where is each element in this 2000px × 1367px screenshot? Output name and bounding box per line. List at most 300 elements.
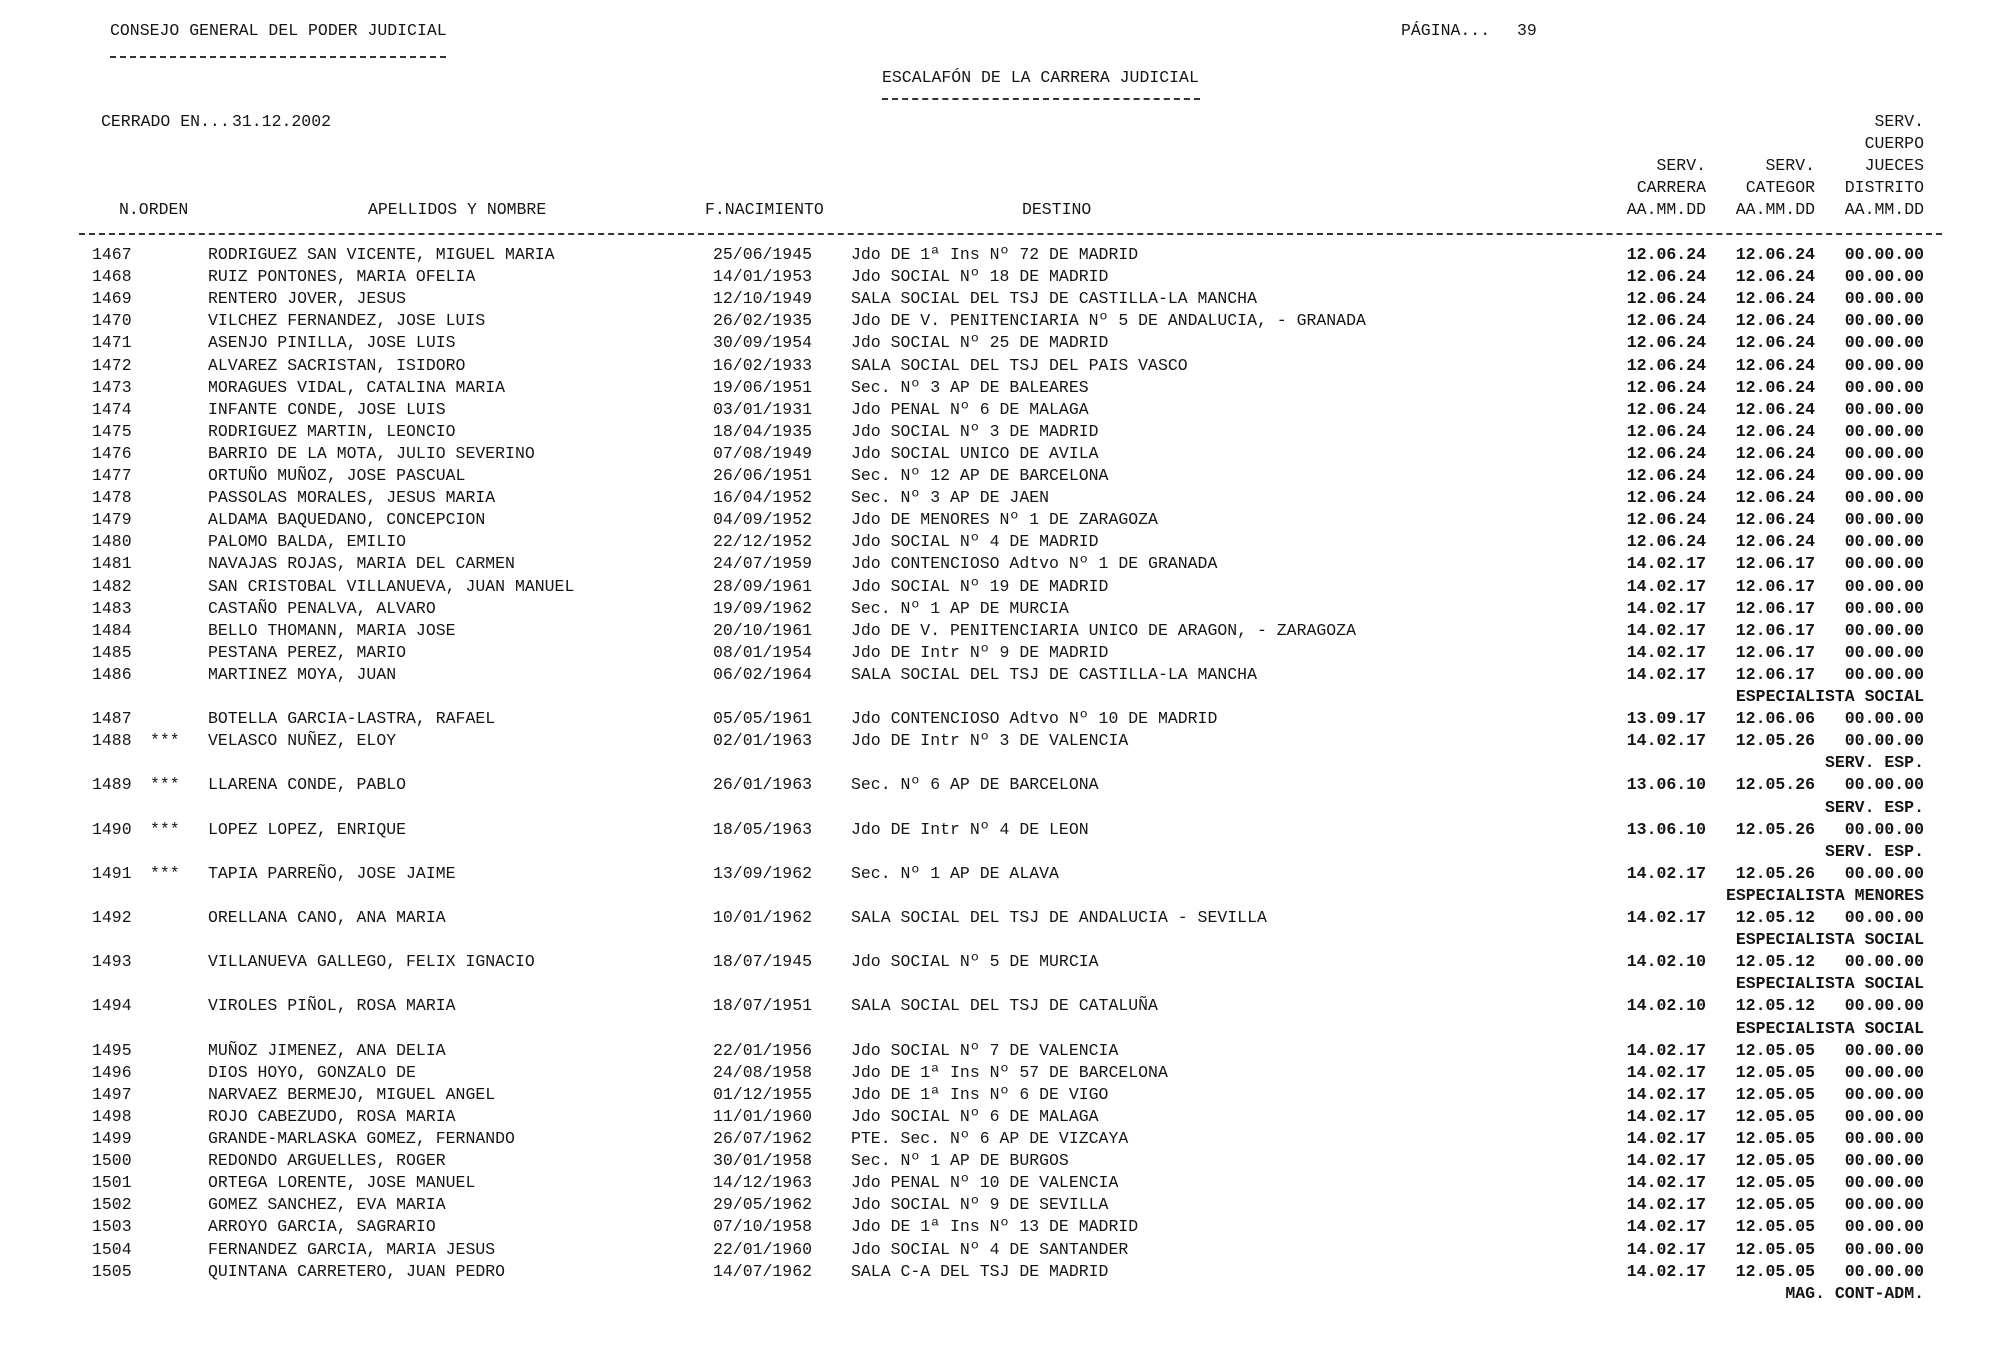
serv-distrito: 00.00.00 (1844, 1040, 1924, 1060)
serv-categor: 12.06.17 (1735, 554, 1815, 574)
birth-date: 07/10/1958 (713, 1217, 813, 1237)
header-orden: N.ORDEN (119, 200, 189, 219)
birth-date: 25/06/1945 (713, 245, 813, 264)
order-number: 1486 (92, 664, 132, 684)
serv-distrito: 00.00.00 (1844, 620, 1924, 640)
specialty-note: ESPECIALISTA SOCIAL (1735, 974, 1924, 994)
serv-categor: 12.06.24 (1735, 311, 1815, 331)
serv-carrera: 12.06.24 (1626, 466, 1706, 485)
full-name: PESTANA PEREZ, MARIO (208, 642, 407, 662)
serv-distrito: 00.00.00 (1844, 510, 1924, 530)
serv-categor: 12.06.24 (1735, 267, 1815, 287)
order-number: 1492 (92, 908, 132, 927)
birth-date: 10/01/1962 (713, 908, 813, 927)
serv-carrera: 14.02.17 (1626, 731, 1706, 751)
order-number: 1481 (92, 554, 132, 574)
serv-distrito: 00.00.00 (1844, 908, 1924, 927)
serv-categor: 12.05.05 (1735, 1217, 1815, 1237)
specialty-note: ESPECIALISTA SOCIAL (1735, 687, 1924, 706)
destination: Sec. Nº 1 AP DE BURGOS (851, 1151, 1069, 1171)
order-number: 1490 (92, 819, 132, 839)
serv-categor: 12.06.24 (1735, 399, 1815, 419)
serv-carrera: 14.02.17 (1626, 1040, 1706, 1060)
destination: Jdo SOCIAL Nº 9 DE SEVILLA (851, 1195, 1109, 1215)
serv-distrito: 00.00.00 (1844, 1129, 1924, 1148)
serv-distrito: 00.00.00 (1844, 731, 1924, 751)
order-number: 1494 (92, 996, 132, 1016)
destination: Jdo DE MENORES Nº 1 DE ZARAGOZA (851, 510, 1158, 530)
full-name: NAVAJAS ROJAS, MARIA DEL CARMEN (208, 554, 515, 574)
destination: Sec. Nº 3 AP DE BALEARES (851, 377, 1089, 397)
order-number: 1473 (92, 377, 132, 397)
serv-carrera: 14.02.10 (1626, 952, 1706, 972)
destination: Jdo SOCIAL Nº 25 DE MADRID (851, 333, 1109, 353)
destination: Jdo DE V. PENITENCIARIA Nº 5 DE ANDALUCIA, - GRANADA (851, 311, 1366, 331)
order-number: 1505 (92, 1261, 132, 1281)
serv-distrito: 00.00.00 (1844, 819, 1924, 839)
order-number: 1469 (92, 289, 132, 309)
order-number: 1483 (92, 598, 132, 618)
serv-carrera: 14.02.17 (1626, 1129, 1706, 1148)
header-nacimiento: F.NACIMIENTO (705, 200, 824, 219)
birth-date: 01/12/1955 (713, 1084, 813, 1104)
flag-marker: *** (150, 775, 180, 795)
header-divider (79, 233, 1942, 235)
header-carrera-3: AA.MM.DD (1626, 200, 1706, 219)
serv-categor: 12.06.17 (1735, 620, 1815, 640)
birth-date: 02/01/1963 (713, 731, 813, 751)
full-name: LOPEZ LOPEZ, ENRIQUE (208, 819, 407, 839)
destination: Jdo CONTENCIOSO Adtvo Nº 1 DE GRANADA (851, 554, 1218, 574)
destination: Jdo SOCIAL UNICO DE AVILA (851, 443, 1099, 463)
destination: Jdo SOCIAL Nº 5 DE MURCIA (851, 952, 1099, 972)
birth-date: 18/04/1935 (713, 421, 813, 441)
full-name: MARTINEZ MOYA, JUAN (208, 664, 397, 684)
birth-date: 07/08/1949 (713, 443, 813, 463)
full-name: BELLO THOMANN, MARIA JOSE (208, 620, 456, 640)
serv-distrito: 00.00.00 (1844, 466, 1924, 485)
divider (110, 56, 446, 58)
serv-carrera: 12.06.24 (1626, 267, 1706, 287)
destination: Jdo SOCIAL Nº 18 DE MADRID (851, 267, 1109, 287)
full-name: REDONDO ARGUELLES, ROGER (208, 1151, 446, 1171)
destination: Sec. Nº 3 AP DE JAEN (851, 488, 1050, 508)
order-number: 1482 (92, 576, 132, 596)
header-distrito-5: AA.MM.DD (1844, 200, 1924, 219)
serv-categor: 12.06.17 (1735, 664, 1815, 684)
full-name: TAPIA PARREÑO, JOSE JAIME (208, 863, 456, 883)
serv-carrera: 12.06.24 (1626, 355, 1706, 375)
destination: SALA SOCIAL DEL TSJ DE CATALUÑA (851, 996, 1158, 1016)
full-name: DIOS HOYO, GONZALO DE (208, 1062, 416, 1082)
order-number: 1499 (92, 1129, 132, 1148)
serv-carrera: 12.06.24 (1626, 245, 1706, 264)
serv-categor: 12.05.05 (1735, 1239, 1815, 1259)
serv-categor: 12.06.24 (1735, 245, 1815, 264)
serv-distrito: 00.00.00 (1844, 775, 1924, 795)
order-number: 1491 (92, 863, 132, 883)
serv-carrera: 14.02.10 (1626, 996, 1706, 1016)
serv-categor: 12.05.05 (1735, 1106, 1815, 1126)
header-carrera-1: SERV. (1656, 156, 1706, 175)
destination: SALA SOCIAL DEL TSJ DE ANDALUCIA - SEVILLA (851, 908, 1267, 927)
serv-carrera: 14.02.17 (1626, 598, 1706, 618)
order-number: 1485 (92, 642, 132, 662)
birth-date: 24/08/1958 (713, 1062, 813, 1082)
destination: Jdo PENAL Nº 6 DE MALAGA (851, 399, 1089, 419)
serv-carrera: 14.02.17 (1626, 1151, 1706, 1171)
full-name: RENTERO JOVER, JESUS (208, 289, 407, 309)
order-number: 1468 (92, 267, 132, 287)
destination: SALA SOCIAL DEL TSJ DE CASTILLA-LA MANCHA (851, 664, 1257, 684)
serv-carrera: 14.02.17 (1626, 620, 1706, 640)
birth-date: 24/07/1959 (713, 554, 813, 574)
full-name: VILLANUEVA GALLEGO, FELIX IGNACIO (208, 952, 535, 972)
serv-categor: 12.05.05 (1735, 1084, 1815, 1104)
serv-carrera: 12.06.24 (1626, 443, 1706, 463)
destination: Jdo DE 1ª Ins Nº 72 DE MADRID (851, 245, 1139, 264)
serv-categor: 12.05.26 (1735, 731, 1815, 751)
serv-distrito: 00.00.00 (1844, 598, 1924, 618)
full-name: GRANDE-MARLASKA GOMEZ, FERNANDO (208, 1129, 515, 1148)
order-number: 1470 (92, 311, 132, 331)
full-name: ALDAMA BAQUEDANO, CONCEPCION (208, 510, 486, 530)
full-name: MORAGUES VIDAL, CATALINA MARIA (208, 377, 506, 397)
serv-carrera: 12.06.24 (1626, 377, 1706, 397)
serv-categor: 12.06.24 (1735, 333, 1815, 353)
serv-distrito: 00.00.00 (1844, 377, 1924, 397)
birth-date: 16/02/1933 (713, 355, 813, 375)
serv-distrito: 00.00.00 (1844, 952, 1924, 972)
serv-carrera: 12.06.24 (1626, 488, 1706, 508)
serv-distrito: 00.00.00 (1844, 554, 1924, 574)
serv-carrera: 12.06.24 (1626, 333, 1706, 353)
destination: Sec. Nº 1 AP DE MURCIA (851, 598, 1069, 618)
serv-carrera: 12.06.24 (1626, 311, 1706, 331)
serv-distrito: 00.00.00 (1844, 1217, 1924, 1237)
birth-date: 22/12/1952 (713, 532, 813, 552)
birth-date: 12/10/1949 (713, 289, 813, 309)
order-number: 1495 (92, 1040, 132, 1060)
order-number: 1478 (92, 488, 132, 508)
birth-date: 05/05/1961 (713, 709, 813, 729)
serv-distrito: 00.00.00 (1844, 333, 1924, 353)
destination: Jdo SOCIAL Nº 4 DE MADRID (851, 532, 1099, 552)
birth-date: 22/01/1960 (713, 1239, 813, 1259)
serv-distrito: 00.00.00 (1844, 443, 1924, 463)
organization-name: CONSEJO GENERAL DEL PODER JUDICIAL (110, 21, 447, 40)
birth-date: 22/01/1956 (713, 1040, 813, 1060)
order-number: 1496 (92, 1062, 132, 1082)
serv-carrera: 14.02.17 (1626, 1261, 1706, 1281)
full-name: VILCHEZ FERNANDEZ, JOSE LUIS (208, 311, 486, 331)
destination: Jdo SOCIAL Nº 6 DE MALAGA (851, 1106, 1099, 1126)
serv-carrera: 12.06.24 (1626, 510, 1706, 530)
serv-categor: 12.06.17 (1735, 576, 1815, 596)
header-distrito-3: JUECES (1864, 156, 1924, 175)
serv-distrito: 00.00.00 (1844, 1195, 1924, 1215)
serv-distrito: 00.00.00 (1844, 863, 1924, 883)
order-number: 1480 (92, 532, 132, 552)
birth-date: 18/07/1951 (713, 996, 813, 1016)
destination: Jdo DE Intr Nº 9 DE MADRID (851, 642, 1109, 662)
full-name: PASSOLAS MORALES, JESUS MARIA (208, 488, 496, 508)
birth-date: 13/09/1962 (713, 863, 813, 883)
serv-distrito: 00.00.00 (1844, 311, 1924, 331)
serv-distrito: 00.00.00 (1844, 245, 1924, 264)
full-name: FERNANDEZ GARCIA, MARIA JESUS (208, 1239, 496, 1259)
specialty-note: ESPECIALISTA MENORES (1725, 885, 1924, 905)
specialty-note: ESPECIALISTA SOCIAL (1735, 1018, 1924, 1038)
order-number: 1498 (92, 1106, 132, 1126)
serv-distrito: 00.00.00 (1844, 355, 1924, 375)
birth-date: 30/01/1958 (713, 1151, 813, 1171)
destination: Jdo DE 1ª Ins Nº 57 DE BARCELONA (851, 1062, 1168, 1082)
full-name: ORTEGA LORENTE, JOSE MANUEL (208, 1173, 476, 1193)
serv-categor: 12.06.17 (1735, 598, 1815, 618)
serv-carrera: 14.02.17 (1626, 1239, 1706, 1259)
serv-categor: 12.05.05 (1735, 1040, 1815, 1060)
serv-carrera: 14.02.17 (1626, 863, 1706, 883)
destination: Jdo DE 1ª Ins Nº 13 DE MADRID (851, 1217, 1139, 1237)
serv-carrera: 14.02.17 (1626, 576, 1706, 596)
serv-distrito: 00.00.00 (1844, 709, 1924, 729)
serv-categor: 12.05.26 (1735, 863, 1815, 883)
serv-categor: 12.05.05 (1735, 1129, 1815, 1148)
destination: Jdo SOCIAL Nº 3 DE MADRID (851, 421, 1099, 441)
serv-distrito: 00.00.00 (1844, 399, 1924, 419)
order-number: 1472 (92, 355, 132, 375)
birth-date: 16/04/1952 (713, 488, 813, 508)
full-name: BOTELLA GARCIA-LASTRA, RAFAEL (208, 709, 496, 729)
serv-categor: 12.05.26 (1735, 819, 1815, 839)
serv-distrito: 00.00.00 (1844, 1173, 1924, 1193)
serv-distrito: 00.00.00 (1844, 532, 1924, 552)
serv-carrera: 14.02.17 (1626, 1173, 1706, 1193)
full-name: RODRIGUEZ SAN VICENTE, MIGUEL MARIA (208, 245, 555, 264)
birth-date: 18/07/1945 (713, 952, 813, 972)
document-title: ESCALAFÓN DE LA CARRERA JUDICIAL (882, 68, 1199, 87)
full-name: ORTUÑO MUÑOZ, JOSE PASCUAL (208, 466, 466, 485)
header-nombre: APELLIDOS Y NOMBRE (368, 200, 547, 219)
birth-date: 19/06/1951 (713, 377, 813, 397)
serv-categor: 12.05.12 (1735, 952, 1815, 972)
full-name: SAN CRISTOBAL VILLANUEVA, JUAN MANUEL (208, 576, 575, 596)
full-name: ASENJO PINILLA, JOSE LUIS (208, 333, 456, 353)
full-name: QUINTANA CARRETERO, JUAN PEDRO (208, 1261, 506, 1281)
destination: Sec. Nº 12 AP DE BARCELONA (851, 466, 1109, 485)
order-number: 1467 (92, 245, 132, 264)
birth-date: 06/02/1964 (713, 664, 813, 684)
serv-categor: 12.06.24 (1735, 355, 1815, 375)
serv-carrera: 14.02.17 (1626, 1217, 1706, 1237)
serv-categor: 12.05.05 (1735, 1062, 1815, 1082)
full-name: PALOMO BALDA, EMILIO (208, 532, 407, 552)
specialty-note: MAG. CONT-ADM. (1785, 1283, 1924, 1303)
specialty-note: SERV. ESP. (1824, 753, 1924, 773)
birth-date: 14/07/1962 (713, 1261, 813, 1281)
full-name: LLARENA CONDE, PABLO (208, 775, 407, 795)
order-number: 1487 (92, 709, 132, 729)
header-categor-2: CATEGOR (1745, 178, 1815, 197)
destination: Sec. Nº 1 AP DE ALAVA (851, 863, 1059, 883)
serv-carrera: 13.06.10 (1626, 775, 1706, 795)
birth-date: 04/09/1952 (713, 510, 813, 530)
header-categor-3: AA.MM.DD (1735, 200, 1815, 219)
header-destino: DESTINO (1022, 200, 1092, 219)
order-number: 1475 (92, 421, 132, 441)
full-name: NARVAEZ BERMEJO, MIGUEL ANGEL (208, 1084, 496, 1104)
serv-distrito: 00.00.00 (1844, 1084, 1924, 1104)
serv-categor: 12.05.12 (1735, 908, 1815, 927)
birth-date: 26/01/1963 (713, 775, 813, 795)
destination: Jdo SOCIAL Nº 4 DE SANTANDER (851, 1239, 1129, 1259)
serv-categor: 12.06.24 (1735, 488, 1815, 508)
serv-carrera: 14.02.17 (1626, 1062, 1706, 1082)
destination: Jdo SOCIAL Nº 7 DE VALENCIA (851, 1040, 1119, 1060)
order-number: 1501 (92, 1173, 132, 1193)
birth-date: 14/01/1953 (713, 267, 813, 287)
closed-label: CERRADO EN... (101, 112, 230, 131)
birth-date: 08/01/1954 (713, 642, 813, 662)
birth-date: 19/09/1962 (713, 598, 813, 618)
serv-distrito: 00.00.00 (1844, 1106, 1924, 1126)
order-number: 1477 (92, 466, 132, 485)
serv-distrito: 00.00.00 (1844, 488, 1924, 508)
serv-carrera: 13.06.10 (1626, 819, 1706, 839)
serv-categor: 12.06.24 (1735, 289, 1815, 309)
serv-categor: 12.06.24 (1735, 466, 1815, 485)
flag-marker: *** (150, 819, 180, 839)
birth-date: 29/05/1962 (713, 1195, 813, 1215)
serv-distrito: 00.00.00 (1844, 267, 1924, 287)
serv-categor: 12.06.24 (1735, 443, 1815, 463)
destination: Jdo DE V. PENITENCIARIA UNICO DE ARAGON, - ZARAGOZA (851, 620, 1356, 640)
serv-categor: 12.05.05 (1735, 1173, 1815, 1193)
full-name: RUIZ PONTONES, MARIA OFELIA (208, 267, 476, 287)
serv-carrera: 14.02.17 (1626, 1195, 1706, 1215)
serv-distrito: 00.00.00 (1844, 1062, 1924, 1082)
serv-carrera: 14.02.17 (1626, 908, 1706, 927)
order-number: 1476 (92, 443, 132, 463)
serv-categor: 12.06.06 (1735, 709, 1815, 729)
birth-date: 03/01/1931 (713, 399, 813, 419)
birth-date: 14/12/1963 (713, 1173, 813, 1193)
page-label: PÁGINA... (1401, 21, 1491, 40)
order-number: 1502 (92, 1195, 132, 1215)
birth-date: 30/09/1954 (713, 333, 813, 353)
full-name: VELASCO NUÑEZ, ELOY (208, 731, 397, 751)
serv-distrito: 00.00.00 (1844, 421, 1924, 441)
serv-categor: 12.06.24 (1735, 510, 1815, 530)
serv-categor: 12.05.05 (1735, 1151, 1815, 1171)
serv-distrito: 00.00.00 (1844, 1151, 1924, 1171)
serv-categor: 12.06.24 (1735, 421, 1815, 441)
destination: Sec. Nº 6 AP DE BARCELONA (851, 775, 1099, 795)
order-number: 1493 (92, 952, 132, 972)
full-name: VIROLES PIÑOL, ROSA MARIA (208, 996, 456, 1016)
specialty-note: ESPECIALISTA SOCIAL (1735, 930, 1924, 950)
order-number: 1471 (92, 333, 132, 353)
closed-date: 31.12.2002 (232, 112, 332, 131)
destination: Jdo DE Intr Nº 4 DE LEON (851, 819, 1089, 839)
destination: SALA C-A DEL TSJ DE MADRID (851, 1261, 1109, 1281)
serv-categor: 12.05.05 (1735, 1261, 1815, 1281)
serv-categor: 12.06.17 (1735, 642, 1815, 662)
destination: Jdo CONTENCIOSO Adtvo Nº 10 DE MADRID (851, 709, 1218, 729)
full-name: CASTAÑO PENALVA, ALVARO (208, 598, 436, 618)
full-name: RODRIGUEZ MARTIN, LEONCIO (208, 421, 456, 441)
serv-distrito: 00.00.00 (1844, 664, 1924, 684)
destination: PTE. Sec. Nº 6 AP DE VIZCAYA (851, 1129, 1129, 1148)
header-carrera-2: CARRERA (1636, 178, 1706, 197)
full-name: ORELLANA CANO, ANA MARIA (208, 908, 446, 927)
serv-carrera: 12.06.24 (1626, 421, 1706, 441)
full-name: INFANTE CONDE, JOSE LUIS (208, 399, 446, 419)
order-number: 1503 (92, 1217, 132, 1237)
divider (882, 98, 1200, 100)
order-number: 1497 (92, 1084, 132, 1104)
header-distrito-4: DISTRITO (1844, 178, 1924, 197)
serv-carrera: 14.02.17 (1626, 642, 1706, 662)
serv-carrera: 14.02.17 (1626, 1106, 1706, 1126)
order-number: 1479 (92, 510, 132, 530)
destination: SALA SOCIAL DEL TSJ DE CASTILLA-LA MANCHA (851, 289, 1257, 309)
order-number: 1474 (92, 399, 132, 419)
serv-distrito: 00.00.00 (1844, 642, 1924, 662)
birth-date: 18/05/1963 (713, 819, 813, 839)
serv-carrera: 12.06.24 (1626, 532, 1706, 552)
serv-distrito: 00.00.00 (1844, 289, 1924, 309)
full-name: ARROYO GARCIA, SAGRARIO (208, 1217, 436, 1237)
serv-carrera: 12.06.24 (1626, 289, 1706, 309)
full-name: GOMEZ SANCHEZ, EVA MARIA (208, 1195, 446, 1215)
specialty-note: SERV. ESP. (1824, 841, 1924, 861)
serv-categor: 12.06.24 (1735, 532, 1815, 552)
header-categor-1: SERV. (1765, 156, 1815, 175)
full-name: ALVAREZ SACRISTAN, ISIDORO (208, 355, 466, 375)
destination: Jdo DE Intr Nº 3 DE VALENCIA (851, 731, 1129, 751)
destination: Jdo DE 1ª Ins Nº 6 DE VIGO (851, 1084, 1109, 1104)
page-number: 39 (1517, 21, 1537, 40)
serv-distrito: 00.00.00 (1844, 576, 1924, 596)
serv-distrito: 00.00.00 (1844, 996, 1924, 1016)
serv-carrera: 14.02.17 (1626, 664, 1706, 684)
serv-categor: 12.06.24 (1735, 377, 1815, 397)
order-number: 1489 (92, 775, 132, 795)
serv-carrera: 14.02.17 (1626, 554, 1706, 574)
flag-marker: *** (150, 863, 180, 883)
destination: SALA SOCIAL DEL TSJ DEL PAIS VASCO (851, 355, 1188, 375)
full-name: MUÑOZ JIMENEZ, ANA DELIA (208, 1040, 446, 1060)
birth-date: 11/01/1960 (713, 1106, 813, 1126)
order-number: 1500 (92, 1151, 132, 1171)
birth-date: 26/07/1962 (713, 1129, 813, 1148)
full-name: ROJO CABEZUDO, ROSA MARIA (208, 1106, 456, 1126)
order-number: 1484 (92, 620, 132, 640)
flag-marker: *** (150, 731, 180, 751)
birth-date: 20/10/1961 (713, 620, 813, 640)
serv-distrito: 00.00.00 (1844, 1239, 1924, 1259)
order-number: 1504 (92, 1239, 132, 1259)
serv-carrera: 14.02.17 (1626, 1084, 1706, 1104)
birth-date: 26/02/1935 (713, 311, 813, 331)
serv-carrera: 13.09.17 (1626, 709, 1706, 729)
serv-categor: 12.05.26 (1735, 775, 1815, 795)
order-number: 1488 (92, 731, 132, 751)
birth-date: 26/06/1951 (713, 466, 813, 485)
birth-date: 28/09/1961 (713, 576, 813, 596)
